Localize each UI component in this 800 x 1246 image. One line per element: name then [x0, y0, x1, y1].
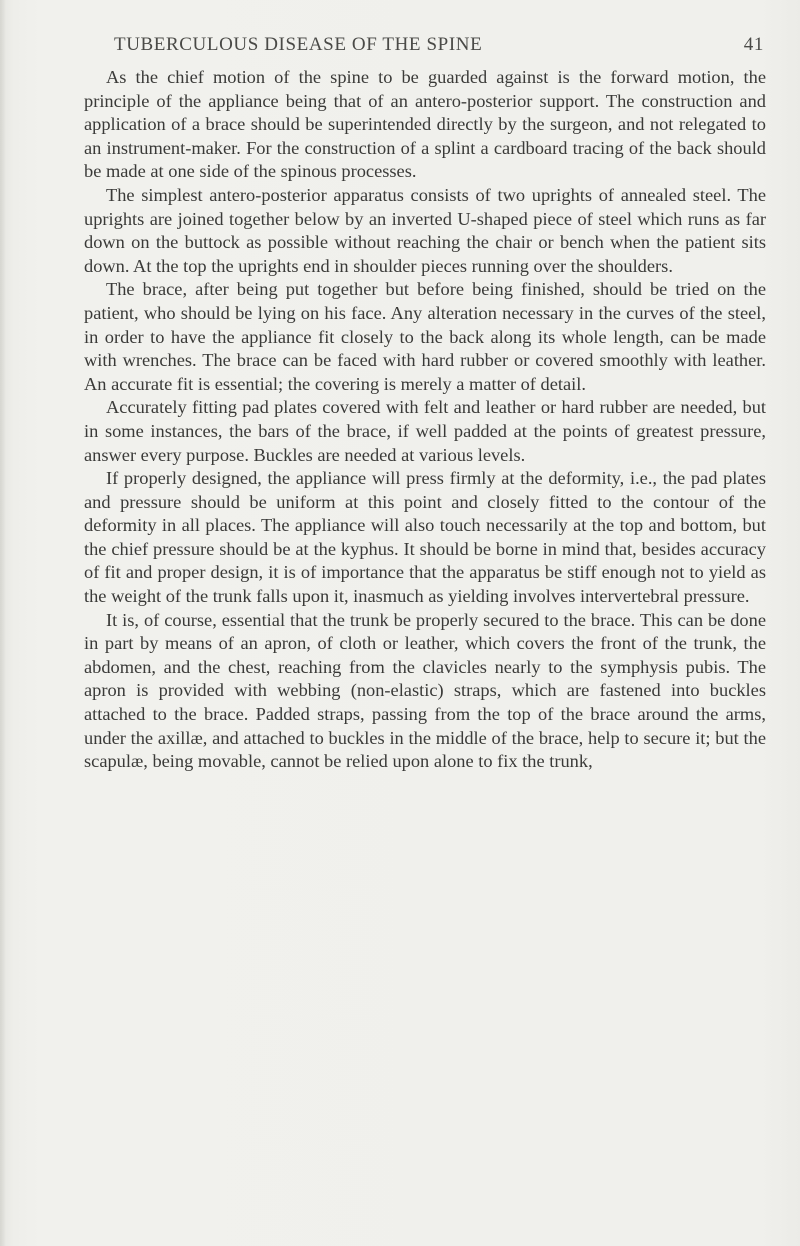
running-head: [114, 34, 764, 64]
running-title: TUBERCULOUS DISEASE OF THE SPINE: [114, 34, 483, 55]
paragraph: The simplest antero-posterior apparatus consists of two uprights of annealed steel. The uprights are joined together below by an inverted U-shaped piece of steel which runs as far down on the buttock as possible without reaching the chair or bench when the patient sits down. At the top the uprights end in shoulder pieces running over the shoulders.: [84, 184, 766, 276]
page-number: 41: [743, 34, 764, 55]
paragraph: It is, of course, essential that the trunk be properly secured to the brace. This can be done in part by means of an apron, of cloth or leather, which covers the front of the trunk, the abdomen, and the chest, reaching from the clavicles nearly to the symphysis pubis. The apron is provided with webbing (non-elastic) straps, which are fastened into buckles attached to the brace. Padded straps, passing from the top of the brace around the arms, under the axillæ, and attached to buckles in the middle of the brace, help to secure it; but the scapulæ, being movable, cannot be relied upon alone to fix the trunk,: [84, 609, 766, 772]
paragraph: Accurately fitting pad plates covered with felt and leather or hard rubber are needed, but in some instances, the bars of the brace, if well padded at the points of greatest pressure, answer every purpose. Buckles are needed at various levels.: [84, 397, 766, 465]
paragraph: The brace, after being put together but before being finished, should be tried on the patient, who should be lying on his face. Any alteration necessary in the curves of the steel, in order to have the appliance fit closely to the back along its whole length, can be made with wrenches. The brace can be faced with hard rubber or covered smoothly with leather. An accurate fit is essential; the covering is merely a matter of detail.: [84, 279, 766, 394]
paragraph: As the chief motion of the spine to be guarded against is the forward motion, the principle of the appliance being that of an antero-posterior support. The construction and application of a brace should be superintended directly by the surgeon, and not relegated to an instrument-maker. For the construction of a splint a cardboard tracing of the back should be made at one side of the spinous processes.: [84, 67, 766, 182]
paragraph: If properly designed, the appliance will press firmly at the deformity, i.e., the pad plates and pressure should be uniform at this point and closely fitted to the contour of the deformity in all places. The appliance will also touch necessarily at the top and bottom, but the chief pressure should be at the kyphus. It should be borne in mind that, besides accuracy of fit and proper design, it is of importance that the apparatus be stiff enough not to yield as the weight of the trunk falls upon it, inasmuch as yielding involves intervertebral pressure.: [84, 468, 766, 607]
body-text: [84, 66, 766, 774]
gutter-shadow: [0, 0, 6, 1246]
